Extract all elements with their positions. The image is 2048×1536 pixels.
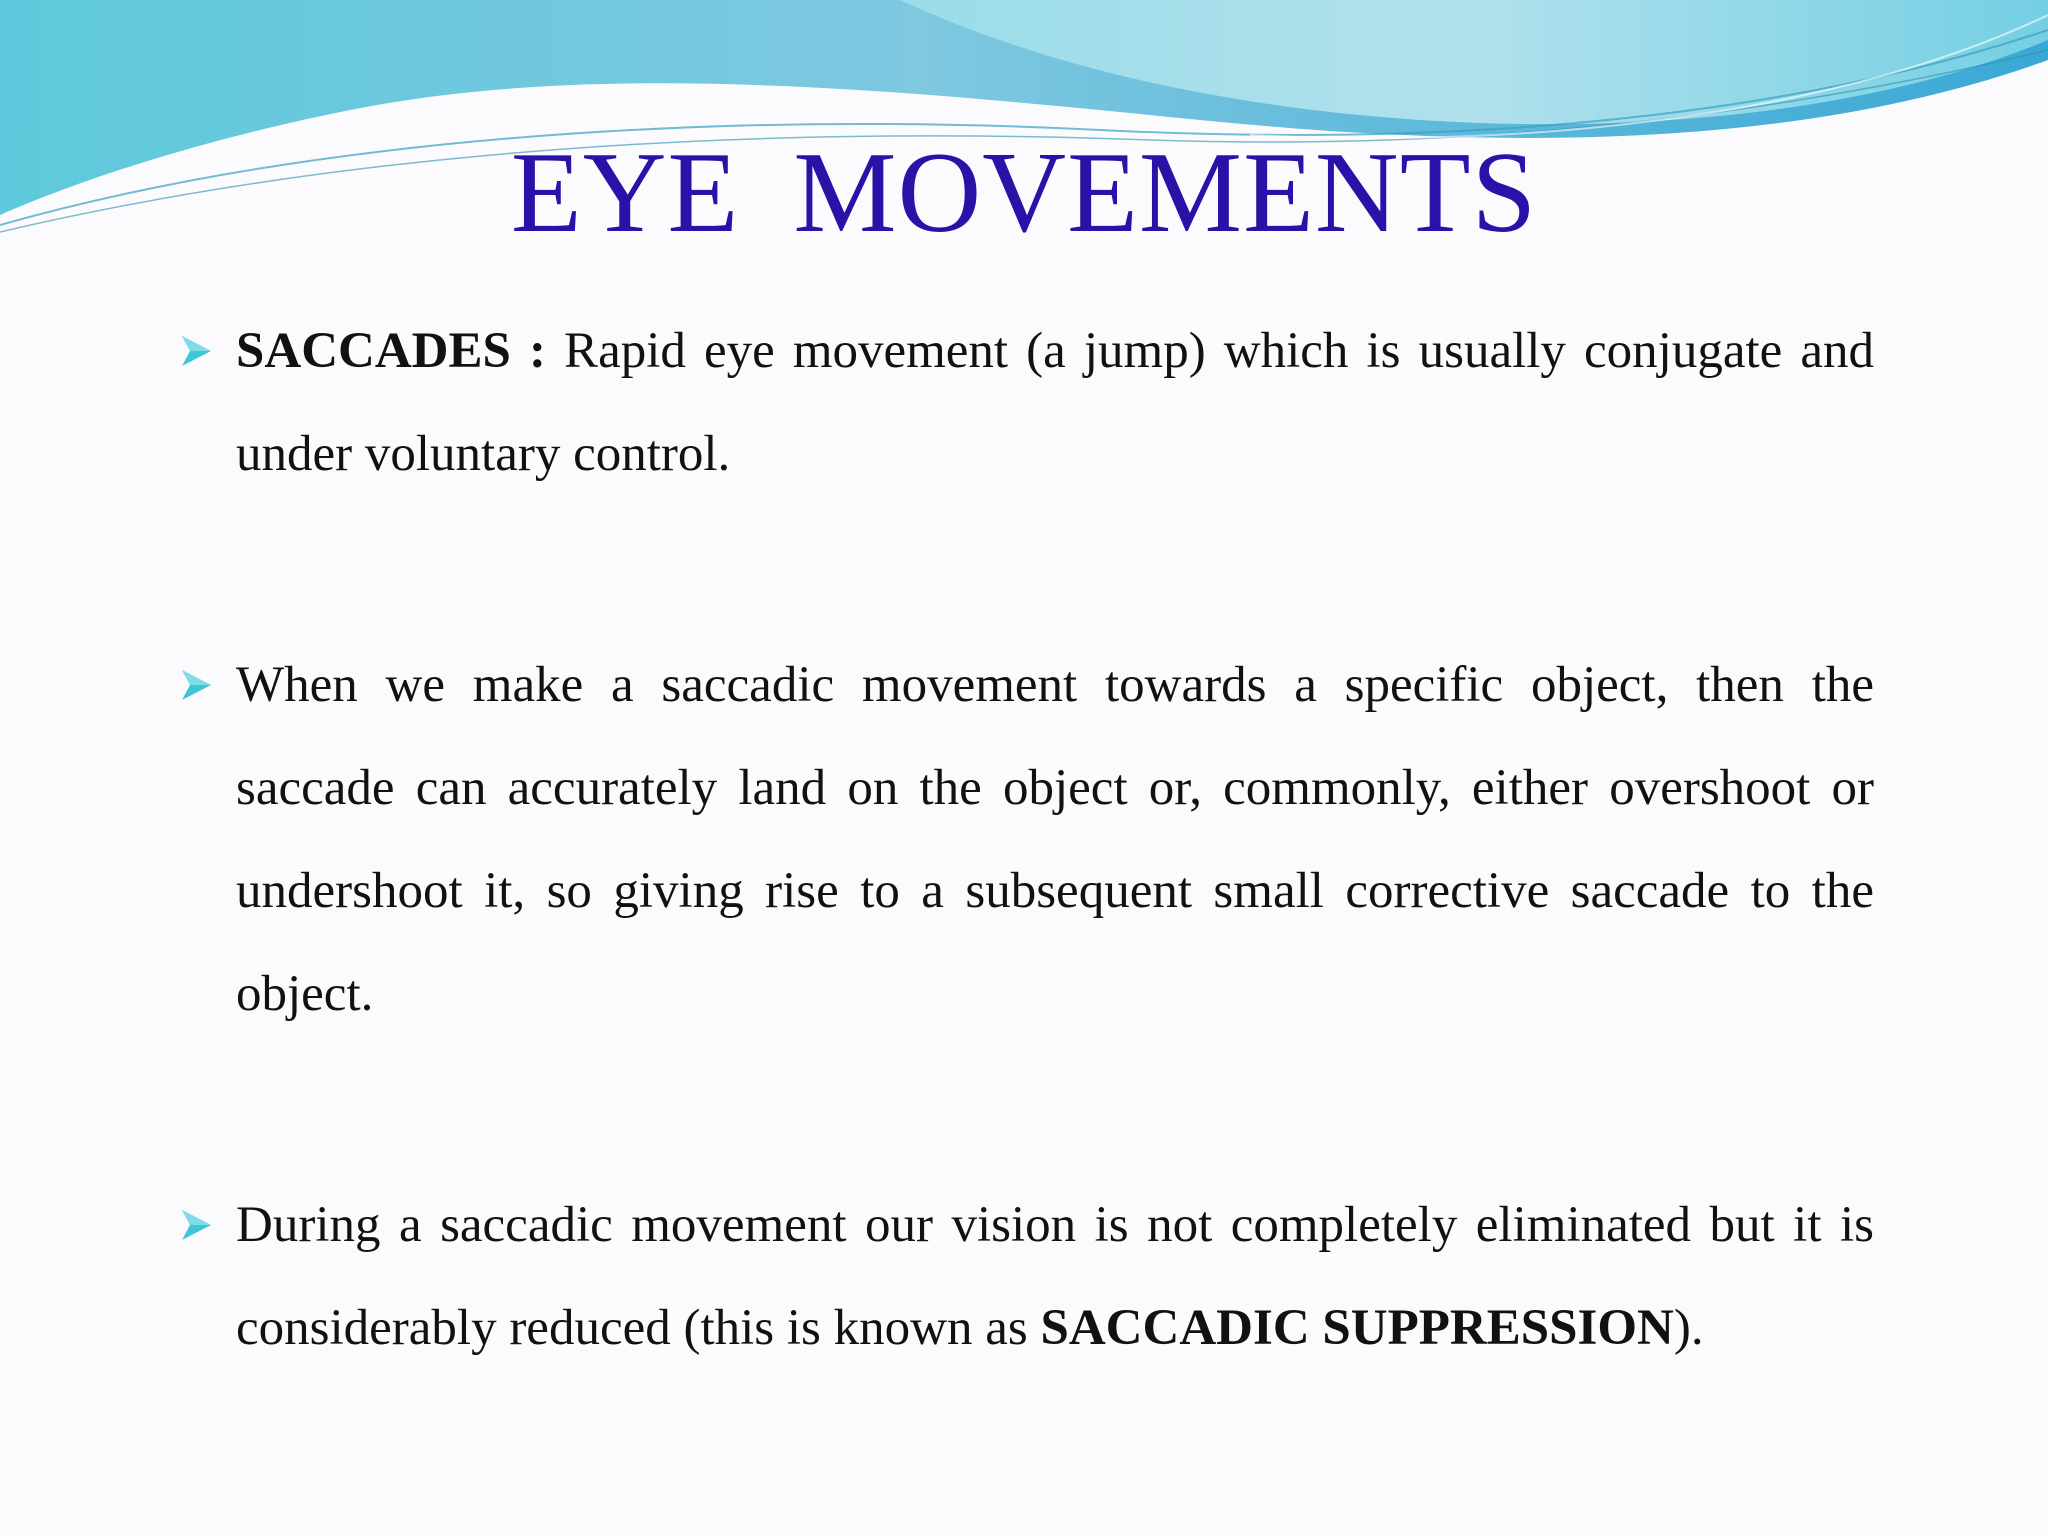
bullet-list — [178, 300, 1874, 1380]
bullet-text: Rapid eye movement (a jump) which is usually conjugate and under voluntary control. — [236, 323, 1874, 482]
arrow-bullet-icon — [178, 333, 214, 369]
bullet-item-saccadic-movement — [178, 634, 1874, 1046]
term-saccades: SACCADES : — [236, 323, 546, 379]
bullet-text: When we make a saccadic movement towards a specific object, then the saccade can accurately land on the object or, commonly, either overshoot or undershoot it, so giving rise to a subsequent small corrective saccade to the object. — [236, 657, 1874, 1022]
bullet-text: During a saccadic movement our vision is not completely eliminated but it is considerably reduced (this is known as — [236, 1197, 1874, 1356]
arrow-bullet-icon — [178, 1207, 214, 1243]
bullet-text-end: ). — [1673, 1300, 1704, 1356]
slide-title: EYE MOVEMENTS — [510, 129, 1538, 257]
term-saccadic-suppression: SACCADIC SUPPRESSION — [1040, 1300, 1674, 1356]
arrow-bullet-icon — [178, 667, 214, 703]
bullet-item-saccadic-suppression — [178, 1174, 1874, 1380]
bullet-item-saccades — [178, 300, 1874, 506]
